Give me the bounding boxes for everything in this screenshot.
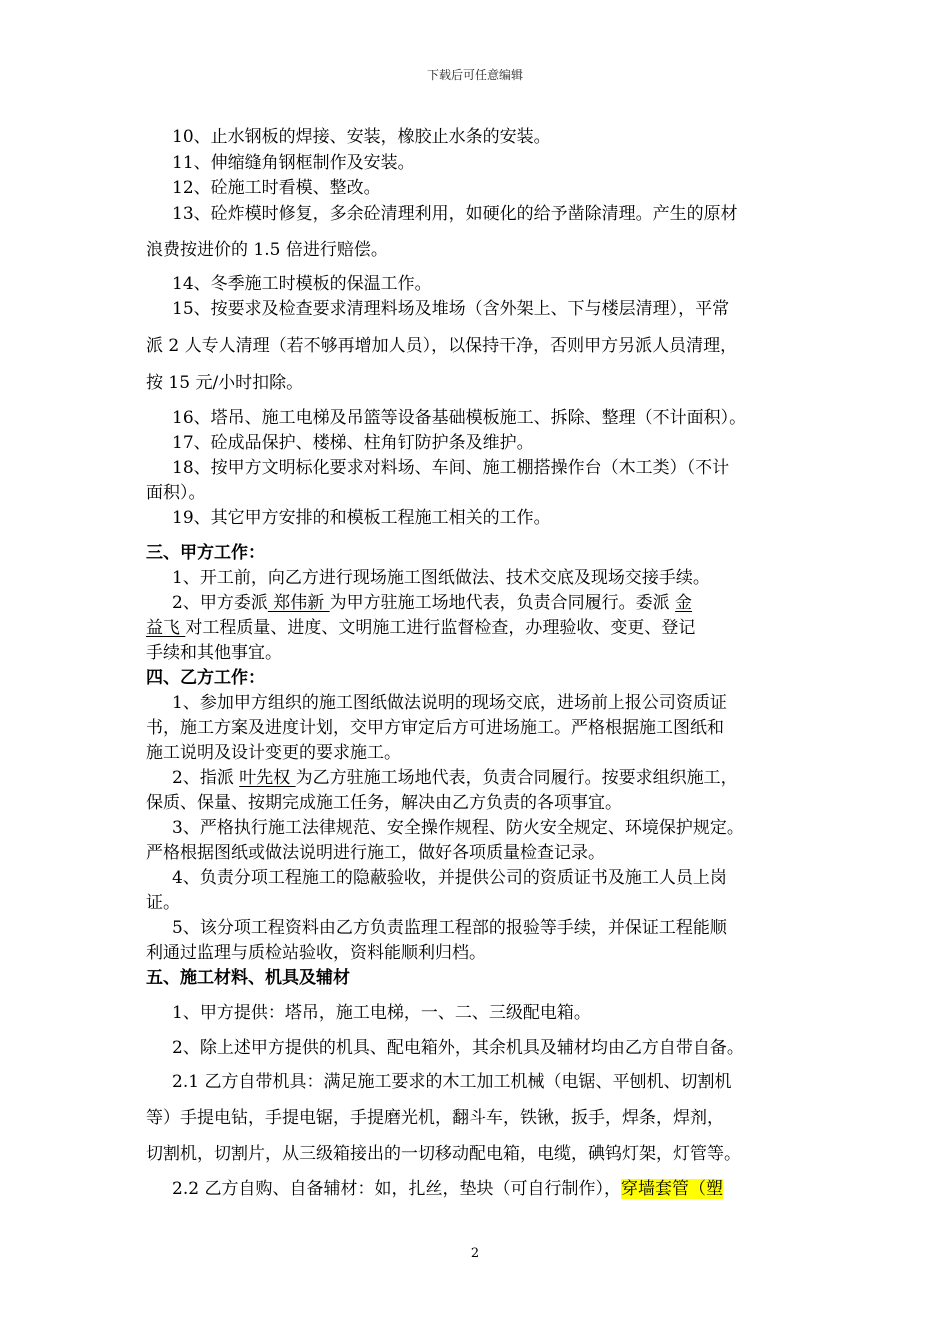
text-line: 切割机，切割片，从三级箱接出的一切移动配电箱，电缆，碘钨灯架，灯管等。 [146,1144,741,1164]
text-line: 派 2 人专人清理（若不够再增加人员），以保持干净，否则甲方另派人员清理， [146,336,738,356]
supervisor-name-part2: 益飞 [146,618,186,638]
text-line: 面积）。 [146,483,206,503]
text-line: 等）手提电钻，手提电锯，手提磨光机，翻斗车，铁锹，扳手，焊条，焊剂， [146,1108,724,1128]
text-line: 按 15 元/小时扣除。 [146,373,304,393]
text-line: 2.1 乙方自带机具：满足施工要求的木工加工机械（电锯、平刨机、切割机 [172,1072,732,1092]
text-line: 2、除上述甲方提供的机具、配电箱外，其余机具及辅材均由乙方自带自备。 [172,1038,744,1058]
text-line-representative-a: 2、甲方委派 郑伟新 为甲方驻施工场地代表，负责合同履行。委派 金 [172,593,693,613]
supervisor-name-part1: 金 [675,593,693,613]
text-line: 4、负责分项工程施工的隐蔽验收，并提供公司的资质证书及施工人员上岗 [172,868,727,888]
text-line-auxiliary: 2.2 乙方自购、自备辅材：如，扎丝，垫块（可自行制作），穿墙套管（塑 [172,1179,723,1199]
text-line: 严格根据图纸或做法说明进行施工，做好各项质量检查记录。 [146,843,605,863]
text-line: 1、开工前，向乙方进行现场施工图纸做法、技术交底及现场交接手续。 [172,568,710,588]
text-line: 保质、保量、按期完成施工任务，解决由乙方负责的各项事宜。 [146,793,622,813]
text-line: 1、甲方提供：塔吊，施工电梯，一、二、三级配电箱。 [172,1003,591,1023]
text-line: 19、其它甲方安排的和模板工程施工相关的工作。 [172,508,551,528]
section-heading-materials: 五、施工材料、机具及辅材 [146,968,350,988]
page-header: 下载后可任意编辑 [426,68,523,82]
text-line: 18、按甲方文明标化要求对料场、车间、施工棚搭操作台（木工类）（不计 [172,458,730,478]
section-heading-party-a: 三、甲方工作： [146,543,265,563]
text-line-representative-b: 2、指派 叶先权 为乙方驻施工场地代表，负责合同履行。按要求组织施工， [172,768,738,788]
text-line: 利通过监理与质检站验收，资料能顺利归档。 [146,943,486,963]
text-line-supervisor: 益飞 对工程质量、进度、文明施工进行监督检查，办理验收、变更、登记 [146,618,696,638]
text-line: 16、塔吊、施工电梯及吊篮等设备基础模板施工、拆除、整理（不计面积）。 [172,408,747,428]
text-line: 13、砼炸模时修复，多余砼清理利用，如硬化的给予凿除清理。产生的原材 [172,204,738,224]
text-line: 14、冬季施工时模板的保温工作。 [172,274,432,294]
text-line: 11、伸缩缝角钢框制作及安装。 [172,153,415,173]
text-line: 施工说明及设计变更的要求施工。 [146,743,401,763]
text-line: 证。 [146,893,180,913]
page-number: 2 [470,1246,480,1261]
text-line: 1、参加甲方组织的施工图纸做法说明的现场交底，进场前上报公司资质证 [172,693,727,713]
text-line: 书，施工方案及进度计划，交甲方审定后方可进场施工。严格根据施工图纸和 [146,718,724,738]
text-line: 5、该分项工程资料由乙方负责监理工程部的报验等手续，并保证工程能顺 [172,918,727,938]
text-line: 17、砼成品保护、楼梯、柱角钉防护条及维护。 [172,433,534,453]
section-heading-party-b: 四、乙方工作： [146,668,265,688]
text-line: 浪费按进价的 1.5 倍进行赔偿。 [146,240,388,260]
representative-name-a: 郑伟新 [267,593,330,613]
text-line: 手续和其他事宜。 [146,643,282,663]
text-line: 3、严格执行施工法律规范、安全操作规程、防火安全规定、环境保护规定。 [172,818,744,838]
representative-name-b: 叶先权 [239,768,296,788]
text-line: 12、砼施工时看模、整改。 [172,178,381,198]
text-line: 10、止水钢板的焊接、安装，橡胶止水条的安装。 [172,127,551,147]
text-line: 15、按要求及检查要求清理料场及堆场（含外架上、下与楼层清理），平常 [172,299,730,319]
highlighted-text: 穿墙套管（塑 [620,1179,723,1199]
